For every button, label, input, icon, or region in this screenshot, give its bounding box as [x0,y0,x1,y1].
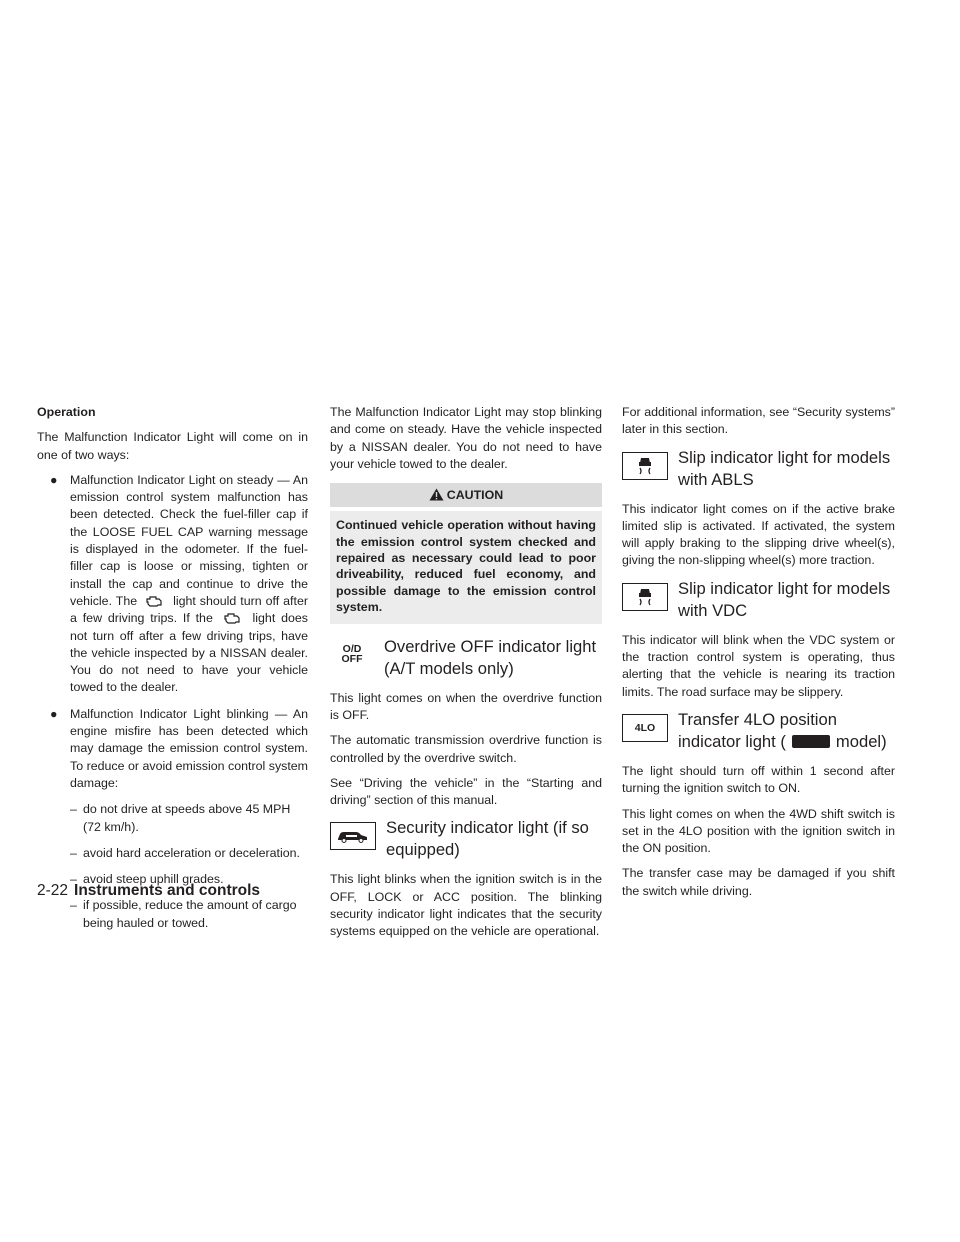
dash-text: if possible, reduce the amount of cargo being hauled or towed. [83,898,297,930]
od-paragraph-3: See “Driving the vehicle” in the “Starting and driving” section of this manual. [330,775,602,808]
bullet-blinking-text: Malfunction Indicator Light blinking — An engine misfire has been detected which may damage the emission control system. To reduce or avoid emission control system damage: [70,706,308,790]
4lo-paragraph-1: The light should turn off within 1 second after turning the ignition switch to ON. [622,763,895,796]
caution-text: Continued vehicle operation without having the emission control system checked and repaired as necessary could lead to poor driveability, reduced fuel economy, and possible damage to the emission control system. [330,511,602,623]
4lo-paragraph-3: The transfer case may be damaged if you shift the switch while driving. [622,866,895,898]
security-reference-paragraph: For additional information, see “Security systems” later in this section. [622,405,895,437]
dash-item [37,845,308,862]
engine-check-icon [145,594,165,608]
section-title: Instruments and controls [74,882,261,899]
4x4-icon [792,735,830,748]
dash-mark: – [70,872,77,887]
vdc-title: Slip indicator light for models with VDC [678,578,891,620]
4lo-title-text-b: model) [835,731,887,751]
bullet-blinking [37,706,308,792]
dash-item [37,897,308,932]
4lo-icon: 4LO [622,714,668,742]
warning-triangle-icon [429,488,444,501]
caution-title: CAUTION [446,488,504,503]
4lo-title-text-a: Transfer 4LO position indicator light ( [678,709,837,751]
dash-text: avoid steep uphill grades. [83,872,224,887]
vdc-paragraph: This indicator will blink when the VDC system or the traction control system is operating, thus alerting that the vehicle is nearing its traction limits. The road surface may be slippery. [622,632,895,699]
skid-car-icon [636,587,654,607]
car-key-icon [336,829,370,843]
4lo-title [678,709,895,753]
intro-paragraph: The Malfunction Indicator Light will come on in one of two ways: [37,430,308,462]
vdc-indicator-heading [622,578,895,622]
4lo-paragraph-2: This light comes on when the 4WD shift switch is set in the 4LO position with the ignition switch in the ON position. [622,806,895,856]
od-off-icon [330,641,374,667]
slip-abls-icon [622,452,668,480]
dash-mark: – [70,898,77,913]
bullet-dot-icon: ● [50,472,58,487]
engine-check-icon [223,611,243,625]
od-title: Overdrive OFF indicator light (A/T models only) [384,636,597,678]
dash-text: avoid hard acceleration or deceleration. [83,845,300,860]
bullet-steady-text-b: light should turn off after a few driving trips. If the [70,593,308,626]
slip-vdc-icon [622,583,668,611]
od-paragraph-1: This light comes on when the overdrive function is OFF. [330,690,602,722]
page-footer [37,882,260,899]
column-2 [330,404,602,949]
caution-header [330,483,602,507]
security-paragraph: This light blinks when the ignition switch is in the OFF, LOCK or ACC position. The blinking security indicator light indicates that the security systems equipped on the vehicle are operational. [330,872,602,939]
security-title: Security indicator light (if so equipped) [386,818,589,860]
caution-box [330,483,602,623]
skid-car-icon [636,456,654,476]
dash-mark: – [70,845,77,860]
4lo-indicator-heading [622,709,895,753]
page-number: 2-22 [37,882,69,899]
bullet-steady-text-c: light does not turn off after a few driving trips, have the vehicle inspected by a NISSAN dealer. You do not need to have your vehicle towed to the dealer. [70,611,308,695]
security-indicator-heading [330,817,602,861]
od-icon-line1: O/D [342,642,362,655]
dash-mark: – [70,802,77,817]
abls-indicator-heading [622,447,895,491]
dash-item [37,801,308,836]
abls-title: Slip indicator light for models with ABLS [678,447,891,489]
security-car-icon [330,822,376,850]
bullet-steady-text-a: Malfunction Indicator Light on steady — An emission control system malfunction has been detected. Check the fuel-filler cap if the LOOSE FUEL CAP warning message is displayed in the odometer. If the fuel-filler cap is loose or missing, tighten or install the cap and continue to drive the vehicle. The [70,472,308,608]
dash-text: do not drive at speeds above 45 MPH (72 km/h). [83,802,291,834]
abls-paragraph: This indicator light comes on if the active brake limited slip is activated. If activated, the system will apply braking to the slipping drive wheel(s), giving the non-slipping wheel(s) more traction. [622,501,895,568]
od-icon-line2: OFF [341,652,363,665]
bullet-steady [37,472,308,697]
operation-heading: Operation [37,405,96,419]
column-3 [622,404,895,908]
mil-steady-paragraph: The Malfunction Indicator Light may stop blinking and come on steady. Have the vehicle inspected by a NISSAN dealer. You do not need to have your vehicle towed to the dealer. [330,405,602,471]
bullet-dot-icon: ● [50,706,58,721]
od-paragraph-2: The automatic transmission overdrive function is controlled by the overdrive switch. [330,733,602,765]
column-1 [37,404,308,941]
od-indicator-heading [330,636,602,680]
